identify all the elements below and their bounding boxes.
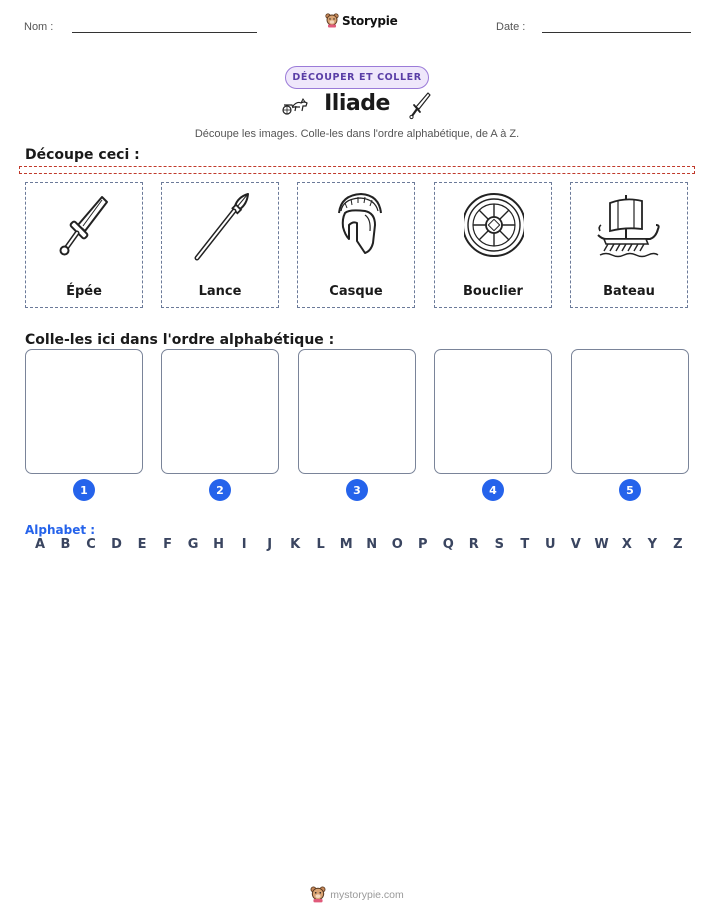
name-line (72, 32, 257, 33)
activity-badge: DÉCOUPER ET COLLER (285, 66, 429, 89)
alphabet-letter: U (545, 537, 556, 552)
logo (325, 13, 398, 28)
alphabet-label: Alphabet : (25, 523, 96, 537)
alphabet-letter: F (163, 537, 173, 552)
cut-card-ship[interactable] (570, 182, 688, 308)
alphabet-letter: B (60, 537, 71, 552)
alphabet-letter: Z (673, 537, 683, 552)
logo-text: Storypie (342, 13, 398, 28)
paste-section-title: Colle-les ici dans l'ordre alphabétique : (25, 332, 335, 348)
slot-number-2: 2 (209, 479, 231, 501)
instructions: Découpe les images. Colle-les dans l'ordre alphabétique, de A à Z. (194, 128, 520, 140)
alphabet-letter: V (570, 537, 581, 552)
alphabet-letter: O (391, 537, 403, 552)
alphabet-letter: J (267, 537, 273, 552)
paste-slot-1[interactable] (25, 349, 143, 474)
helmet-icon (327, 191, 387, 263)
alphabet-letter: W (594, 537, 609, 552)
header (0, 0, 714, 40)
footer (0, 886, 714, 903)
card-label: Épée (66, 284, 102, 299)
cut-section-title: Découpe ceci : (25, 147, 140, 163)
alphabet-row (25, 537, 689, 552)
ship-icon (596, 191, 662, 263)
bear-logo-icon (325, 13, 339, 28)
slot-number-3: 3 (346, 479, 368, 501)
cut-card-sword[interactable] (25, 182, 143, 308)
alphabet-letter: M (339, 537, 353, 552)
title-row (0, 91, 714, 125)
cut-card-spear[interactable] (161, 182, 279, 308)
cut-card-helmet[interactable] (297, 182, 415, 308)
date-line (542, 32, 691, 33)
spear-icon (191, 191, 251, 263)
alphabet-letter: S (494, 537, 504, 552)
paste-slot-5[interactable] (571, 349, 689, 474)
card-label: Bateau (603, 284, 655, 299)
alphabet-letter: Q (442, 537, 454, 552)
alphabet-letter: Y (647, 537, 658, 552)
alphabet-letter: H (213, 537, 225, 552)
alphabet-letter: C (86, 537, 96, 552)
footer-url: mystorypie.com (330, 888, 404, 901)
alphabet-letter: K (290, 537, 301, 552)
title-sword-icon (408, 91, 432, 121)
sword-icon (55, 191, 115, 263)
slot-number-4: 4 (482, 479, 504, 501)
alphabet-letter: E (137, 537, 147, 552)
cut-card-shield[interactable] (434, 182, 552, 308)
alphabet-letter: N (366, 537, 378, 552)
card-label: Lance (198, 284, 242, 299)
paste-slot-3[interactable] (298, 349, 416, 474)
slot-number-5: 5 (619, 479, 641, 501)
date-label: Date : (496, 21, 526, 33)
alphabet-letter: L (316, 537, 325, 552)
alphabet-letter: G (187, 537, 199, 552)
name-label: Nom : (24, 21, 54, 33)
alphabet-letter: D (111, 537, 122, 552)
shield-icon (464, 191, 524, 263)
cut-line (19, 166, 695, 174)
paste-slot-4[interactable] (434, 349, 552, 474)
paste-slot-2[interactable] (161, 349, 279, 474)
alphabet-letter: X (621, 537, 632, 552)
bear-footer-icon (310, 886, 326, 903)
slot-number-1: 1 (73, 479, 95, 501)
alphabet-letter: P (417, 537, 428, 552)
alphabet-letter: T (520, 537, 530, 552)
alphabet-letter: R (468, 537, 479, 552)
alphabet-letter: I (241, 537, 247, 552)
card-label: Bouclier (463, 284, 523, 299)
alphabet-letter: A (34, 537, 46, 552)
page-title: Iliade (324, 91, 390, 116)
card-label: Casque (329, 284, 383, 299)
